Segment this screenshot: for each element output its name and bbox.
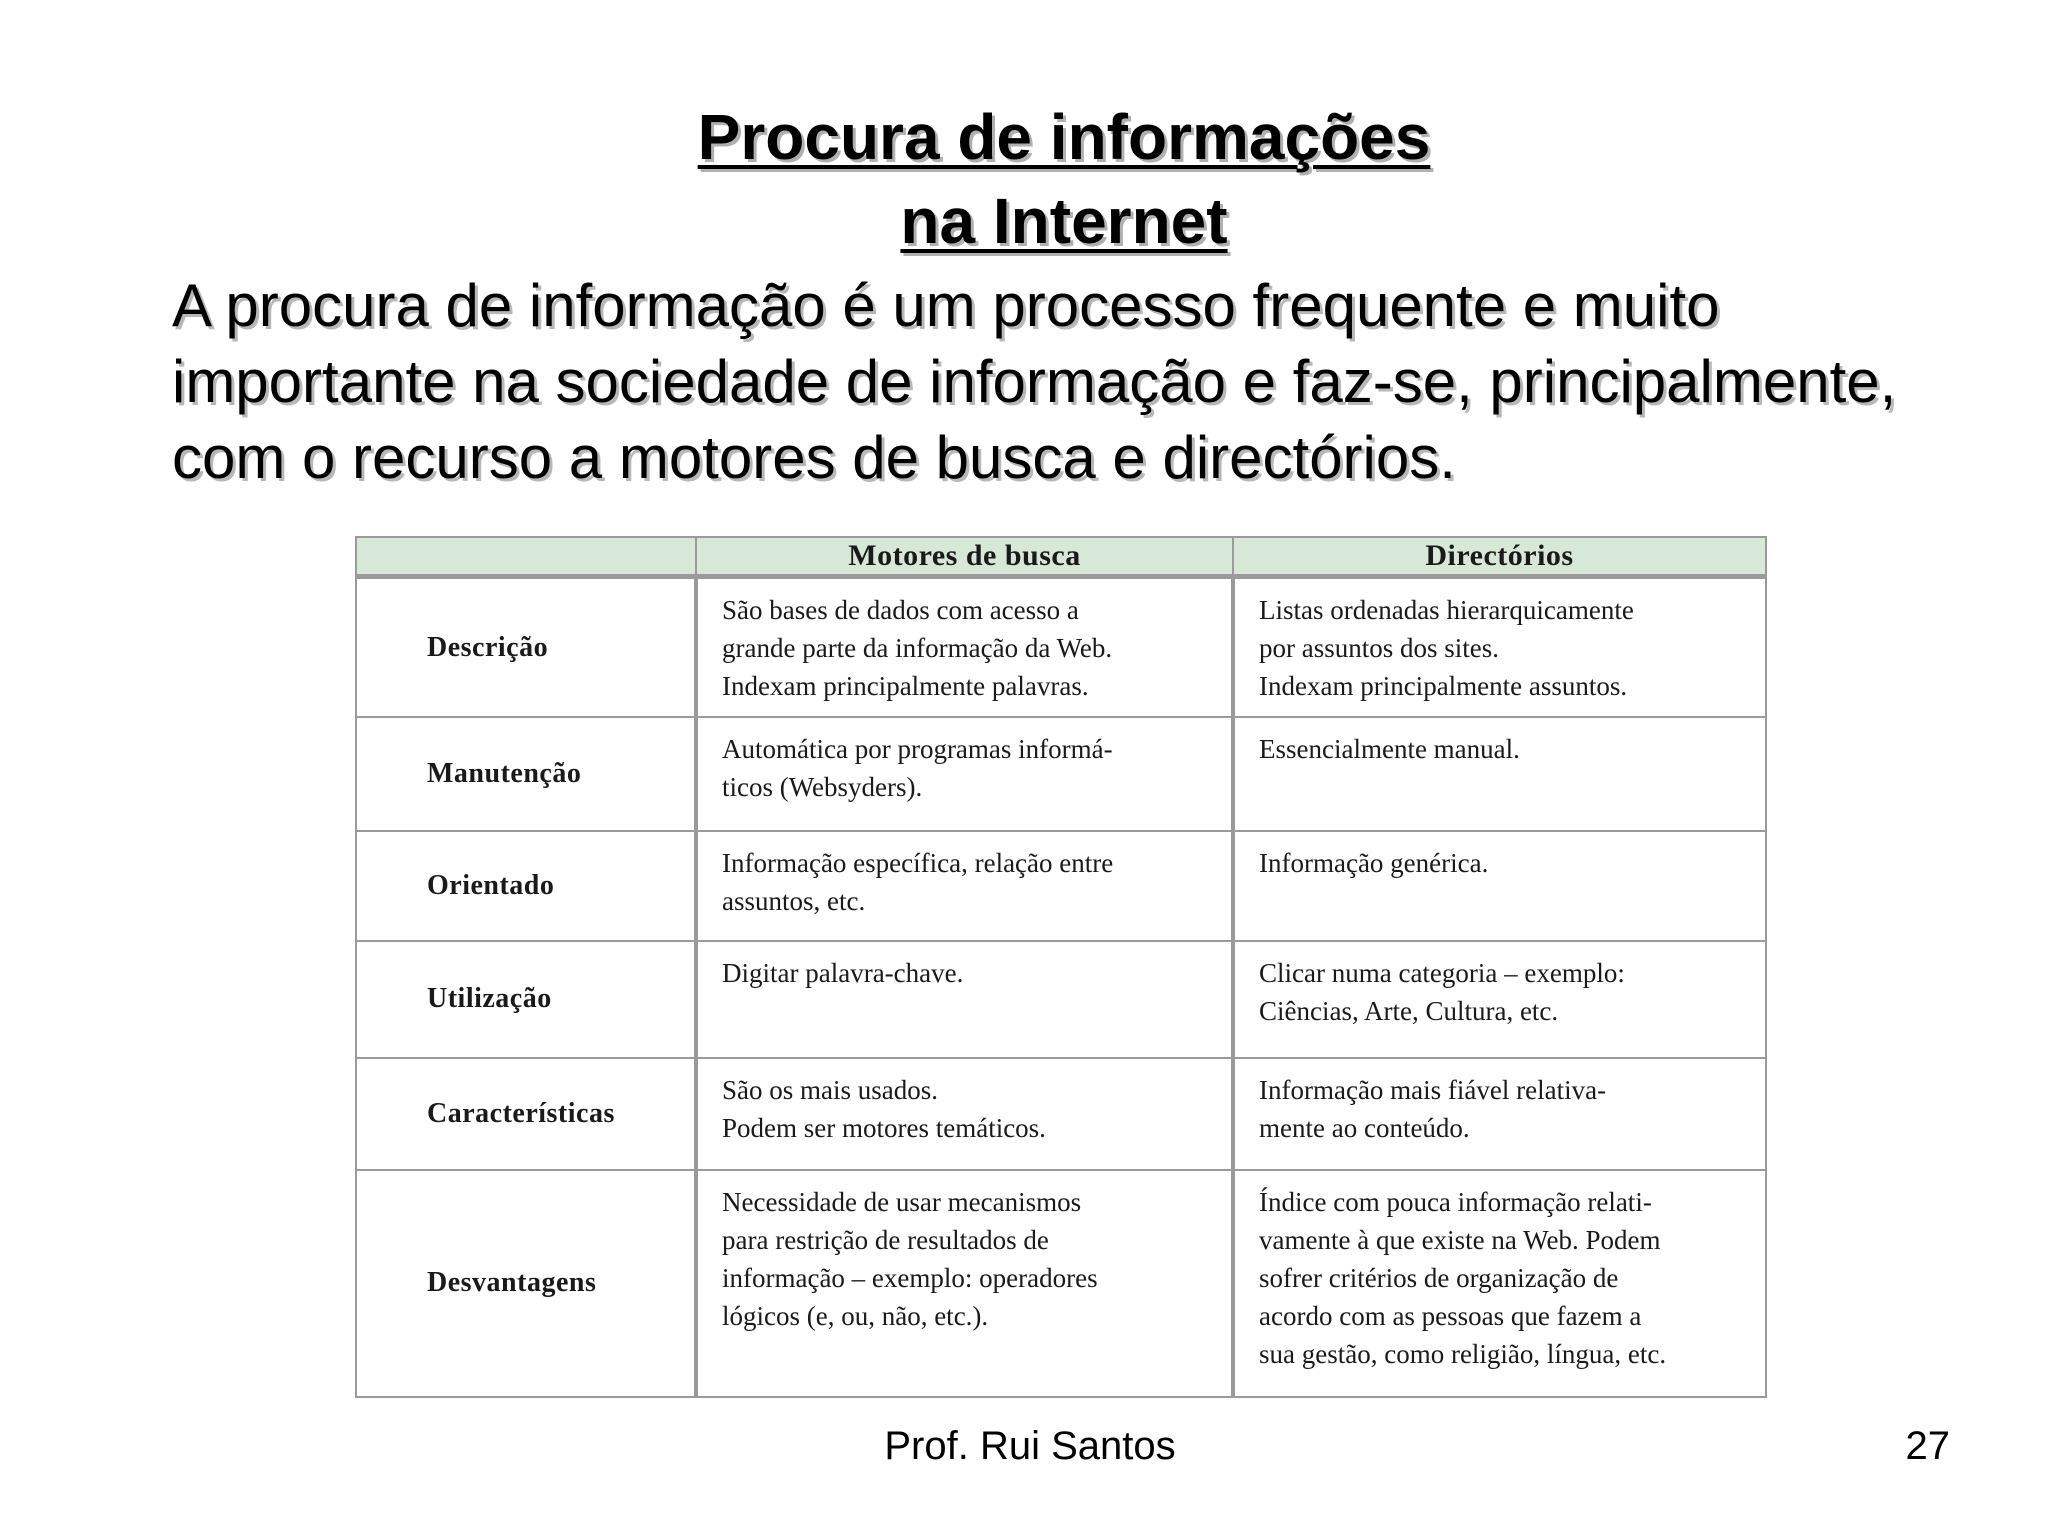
cell-directorios [1233, 717, 1766, 830]
cell-line: mente ao conteúdo. [1259, 1112, 1470, 1143]
cell-line: Podem ser motores temáticos. [722, 1112, 1046, 1143]
cell-directorios [1233, 1170, 1766, 1397]
title-line-2: na Internet [900, 184, 1228, 257]
cell-line: Essencialmente manual. [1259, 734, 1520, 765]
cell-line: ticos (Websyders). [722, 772, 923, 803]
cell-line: Indexam principalmente palavras. [722, 671, 1089, 701]
cell-line: Informação genérica. [1259, 847, 1489, 878]
header-corner-cell [356, 537, 696, 577]
cell-directorios [1233, 941, 1766, 1057]
cell-line: Clicar numa categoria – exemplo: [1259, 958, 1625, 989]
row-label-orientado: Orientado [356, 831, 696, 941]
intro-paragraph [172, 268, 2012, 496]
comparison-table [355, 536, 1767, 1398]
cell-line: Indexam principalmente assuntos. [1259, 671, 1628, 701]
cell-directorios [1233, 577, 1766, 718]
title-line-1: Procura de informações [697, 100, 1431, 173]
intro-line: importante na sociedade de informação e faz-se, principalmente, [172, 348, 1897, 415]
row-label-manutencao: Manutenção [356, 717, 696, 830]
row-label-utilizacao: Utilização [356, 941, 696, 1057]
cell-motores [696, 1170, 1233, 1397]
table-row [356, 1170, 1766, 1397]
cell-line: lógicos (e, ou, não, etc.). [722, 1300, 989, 1331]
cell-line: acordo com as pessoas que fazem a [1259, 1300, 1642, 1331]
cell-line: São os mais usados. [722, 1074, 938, 1105]
cell-line: informação – exemplo: operadores [722, 1262, 1098, 1293]
table-row [356, 577, 1766, 718]
table-row [356, 1058, 1766, 1170]
cell-line: Listas ordenadas hierarquicamente [1259, 595, 1634, 625]
header-motores-de-busca: Motores de busca [696, 537, 1233, 577]
cell-motores [696, 1058, 1233, 1170]
footer-author: Prof. Rui Santos [884, 1424, 1176, 1468]
cell-line: sua gestão, como religião, língua, etc. [1259, 1338, 1667, 1369]
slide-title [40, 95, 2048, 263]
cell-directorios [1233, 831, 1766, 941]
row-label-caracteristicas: Características [356, 1058, 696, 1170]
row-label-descricao: Descrição [356, 577, 696, 718]
cell-directorios [1233, 1058, 1766, 1170]
cell-line: assuntos, etc. [722, 885, 866, 916]
cell-line: Digitar palavra-chave. [722, 958, 964, 989]
table-header-row [356, 537, 1766, 577]
cell-line: Informação mais fiável relativa- [1259, 1074, 1607, 1105]
cell-line: Índice com pouca informação relati- [1259, 1186, 1652, 1217]
cell-motores [696, 831, 1233, 941]
header-directorios: Directórios [1233, 537, 1766, 577]
table-row [356, 831, 1766, 941]
cell-line: São bases de dados com acesso a [722, 595, 1079, 625]
cell-line: Informação específica, relação entre [722, 847, 1114, 878]
cell-line: para restrição de resultados de [722, 1224, 1049, 1255]
row-label-desvantagens: Desvantagens [356, 1170, 696, 1397]
cell-motores [696, 717, 1233, 830]
cell-line: sofrer critérios de organização de [1259, 1262, 1619, 1293]
table-row [356, 941, 1766, 1057]
intro-line: A procura de informação é um processo frequente e muito [172, 272, 1720, 339]
cell-line: por assuntos dos sites. [1259, 633, 1500, 663]
table-row [356, 717, 1766, 830]
intro-line: com o recurso a motores de busca e directórios. [172, 424, 1456, 491]
page-number: 27 [1905, 1424, 1950, 1468]
cell-motores [696, 577, 1233, 718]
cell-line: Ciências, Arte, Cultura, etc. [1259, 996, 1559, 1027]
cell-line: vamente à que existe na Web. Podem [1259, 1224, 1661, 1255]
cell-line: Necessidade de usar mecanismos [722, 1186, 1082, 1217]
cell-line: Automática por programas informá- [722, 734, 1113, 765]
cell-motores [696, 941, 1233, 1057]
cell-line: grande parte da informação da Web. [722, 633, 1113, 663]
